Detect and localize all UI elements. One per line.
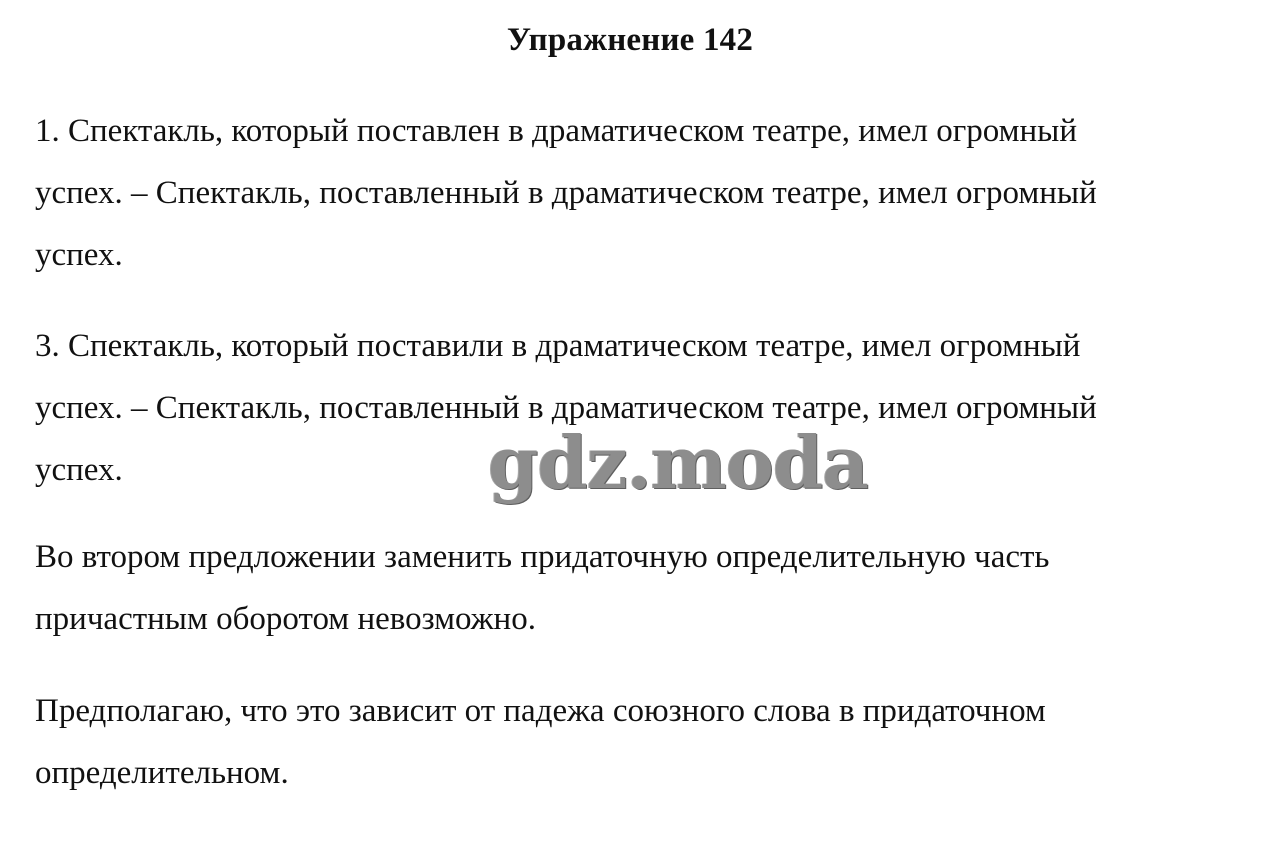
paragraph-1-line-2: успех. – Спектакль, поставленный в драматическом театре, имел огромный [35, 175, 1097, 211]
paragraph-3-line-1: Во втором предложении заменить придаточную определительную часть [35, 539, 1050, 575]
paragraph-2-line-2: успех. – Спектакль, поставленный в драматическом театре, имел огромный [35, 390, 1097, 426]
paragraph-4-line-1: Предполагаю, что это зависит от падежа союзного слова в придаточном [35, 693, 1046, 729]
paragraph-1-line-1: 1. Спектакль, который поставлен в драматическом театре, имел огромный [35, 113, 1077, 149]
paragraph-2 [35, 315, 1250, 501]
paragraph-2-line-3: успех. [35, 452, 123, 488]
paragraph-1-line-3: успех. [35, 237, 123, 273]
paragraph-4 [35, 680, 1250, 804]
paragraph-2-line-1: 3. Спектакль, который поставили в драматическом театре, имел огромный [35, 328, 1081, 364]
paragraph-4-line-2: определительном. [35, 755, 289, 791]
paragraph-1 [35, 100, 1250, 286]
paragraph-3-line-2: причастным оборотом невозможно. [35, 601, 536, 637]
exercise-title: Упражнение 142 [506, 22, 754, 58]
watermark-logo: gdz.moda [488, 420, 868, 505]
paragraph-3 [35, 526, 1250, 650]
